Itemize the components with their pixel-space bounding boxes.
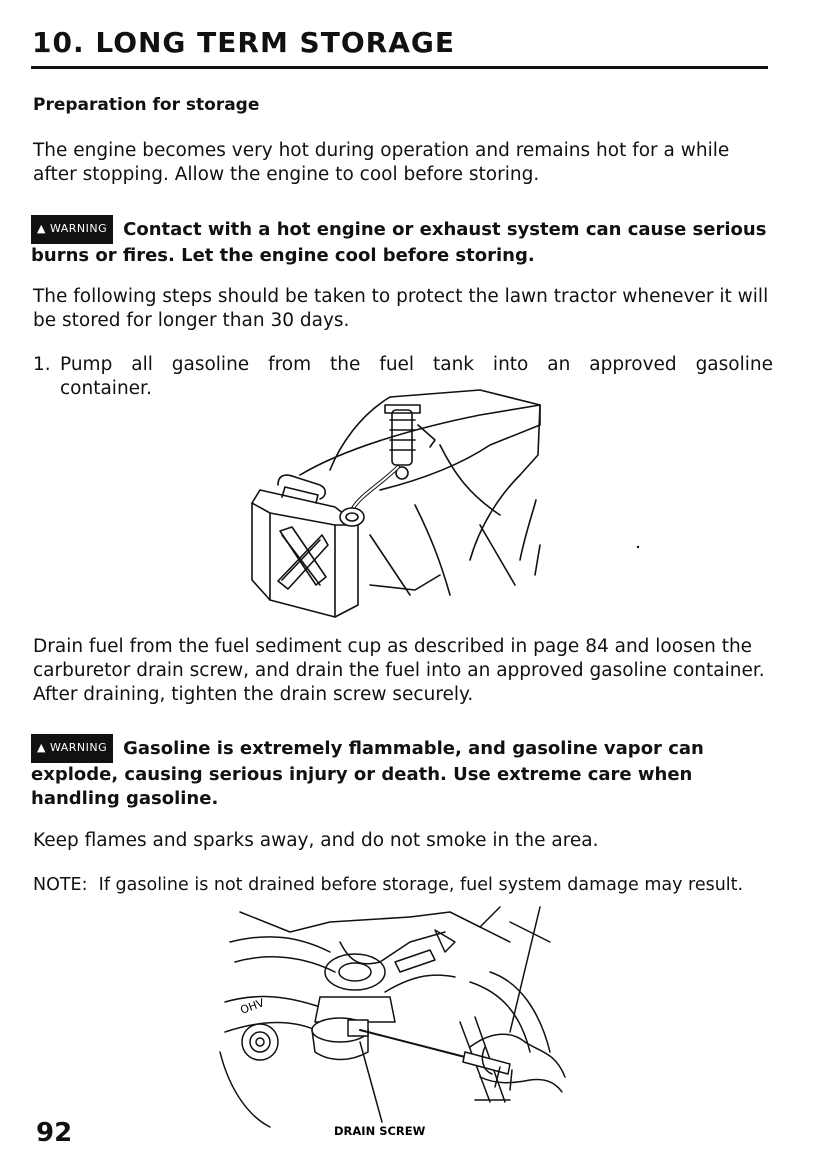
drain-paragraph: Drain fuel from the fuel sediment cup as described in page 84 and loosen the carburetor drain screw, and drain the fuel into an approved gasoline container. After draining, tighten the drain screw securely. <box>33 636 765 705</box>
flames-paragraph: Keep flames and sparks away, and do not smoke in the area. <box>33 830 599 851</box>
step-1-line-1: Pump all gasoline from the fuel tank into an approved gasoline <box>60 354 773 375</box>
drain-screw-illustration <box>210 902 580 1142</box>
drain-screw-label: DRAIN SCREW <box>334 1124 426 1138</box>
warning-badge-label: WARNING <box>49 741 108 754</box>
fuel-pump-illustration <box>240 385 660 625</box>
section-heading: Preparation for storage <box>33 95 260 115</box>
chapter-title: 10. LONG TERM STORAGE <box>32 26 455 59</box>
steps-intro-paragraph: The following steps should be taken to protect the lawn tractor whenever it will be stored for longer than 30 days. <box>33 286 769 331</box>
page-number: 92 <box>36 1118 73 1148</box>
intro-paragraph: The engine becomes very hot during operation and remains hot for a while after stopping. Allow the engine to cool before storing. <box>33 140 730 185</box>
warning-1-text: Contact with a hot engine or exhaust system can cause serious burns or fires. Let the engine cool before storing. <box>31 219 767 266</box>
note-text: If gasoline is not drained before storage, fuel system damage may result. <box>98 875 744 895</box>
warning-2 <box>31 734 771 811</box>
note-label: NOTE: <box>33 875 88 895</box>
warning-badge: ▲ WARNING <box>31 215 113 244</box>
note <box>33 873 773 898</box>
warning-2-text: Gasoline is extremely flammable, and gasoline vapor can explode, causing serious injury or death. Use extreme care when handling gasoline. <box>31 738 704 809</box>
warning-badge: ▲ WARNING <box>31 734 113 763</box>
step-number: 1. <box>33 354 51 375</box>
warning-1 <box>31 215 771 268</box>
title-rule <box>31 66 768 69</box>
warning-badge-label: WARNING <box>49 222 108 235</box>
step-1-line-2: container. <box>60 378 152 399</box>
ohv-engine-mark: OHV <box>238 996 267 1017</box>
